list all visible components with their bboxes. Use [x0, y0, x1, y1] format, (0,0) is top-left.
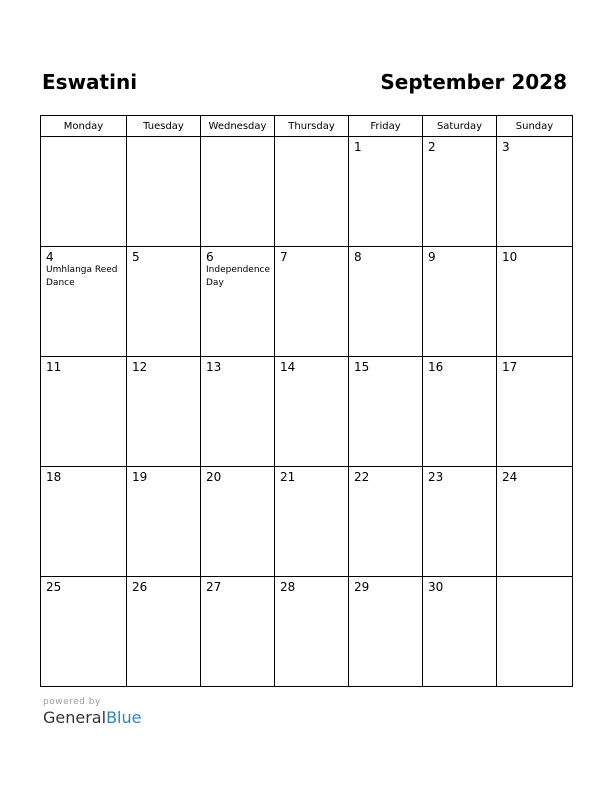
day-cell — [497, 467, 573, 577]
country-title: Eswatini — [42, 70, 138, 94]
day-cell-content — [201, 467, 274, 576]
day-number: 2 — [428, 140, 436, 154]
week-row — [41, 467, 573, 577]
weekday-thursday: Thursday — [275, 116, 349, 137]
day-number: 10 — [502, 250, 518, 264]
week-row — [41, 137, 573, 247]
day-cell — [201, 137, 275, 247]
day-number: 24 — [502, 470, 518, 484]
day-number: 20 — [206, 470, 222, 484]
day-number: 11 — [46, 360, 62, 374]
day-cell — [201, 247, 275, 357]
day-cell-content — [41, 577, 126, 686]
day-cell — [127, 357, 201, 467]
day-cell — [349, 577, 423, 687]
calendar-header — [42, 70, 567, 100]
holiday-label: Independence Day — [206, 265, 271, 288]
footer-branding — [43, 697, 141, 727]
day-cell — [41, 577, 127, 687]
day-number: 6 — [206, 250, 214, 264]
day-cell — [201, 467, 275, 577]
weekday-header-row — [41, 116, 573, 137]
week-row — [41, 357, 573, 467]
day-number: 27 — [206, 580, 222, 594]
day-number: 14 — [280, 360, 296, 374]
day-number: 5 — [132, 250, 140, 264]
day-cell-content — [349, 357, 422, 466]
month-year-title: September 2028 — [380, 70, 567, 94]
day-cell — [41, 247, 127, 357]
day-cell — [423, 247, 497, 357]
day-cell — [275, 357, 349, 467]
day-cell — [127, 467, 201, 577]
day-cell — [497, 577, 573, 687]
day-cell-content — [41, 467, 126, 576]
day-cell-content — [201, 357, 274, 466]
day-cell-content — [423, 137, 496, 246]
day-number: 4 — [46, 250, 54, 264]
day-number: 30 — [428, 580, 444, 594]
day-cell-content — [423, 247, 496, 356]
day-number: 16 — [428, 360, 444, 374]
day-number: 1 — [354, 140, 362, 154]
generalblue-logo — [43, 708, 141, 727]
day-cell-content — [275, 247, 348, 356]
day-cell-content — [275, 137, 348, 246]
day-number: 7 — [280, 250, 288, 264]
brand-general-text: General — [43, 708, 107, 727]
day-cell — [275, 137, 349, 247]
day-cell — [423, 137, 497, 247]
day-cell-content — [349, 137, 422, 246]
weekday-friday: Friday — [349, 116, 423, 137]
day-number: 19 — [132, 470, 148, 484]
day-cell — [127, 137, 201, 247]
day-cell-content — [127, 577, 200, 686]
day-cell-content — [41, 247, 126, 356]
day-cell-content — [201, 137, 274, 246]
calendar-grid — [40, 115, 573, 687]
day-number: 15 — [354, 360, 370, 374]
day-number: 21 — [280, 470, 296, 484]
day-cell — [497, 137, 573, 247]
day-cell — [201, 357, 275, 467]
day-number: 12 — [132, 360, 148, 374]
day-cell-content — [127, 137, 200, 246]
day-cell — [349, 357, 423, 467]
weekday-saturday: Saturday — [423, 116, 497, 137]
day-cell-content — [423, 467, 496, 576]
day-cell-content — [127, 357, 200, 466]
day-cell — [127, 247, 201, 357]
weekday-sunday: Sunday — [497, 116, 573, 137]
day-cell — [275, 467, 349, 577]
day-cell-content — [497, 247, 572, 356]
day-cell — [41, 357, 127, 467]
day-cell — [349, 247, 423, 357]
day-cell-content — [201, 577, 274, 686]
day-cell-content — [127, 247, 200, 356]
day-number: 8 — [354, 250, 362, 264]
day-cell-content — [275, 577, 348, 686]
day-number: 28 — [280, 580, 296, 594]
day-cell — [127, 577, 201, 687]
day-number: 3 — [502, 140, 510, 154]
day-number: 17 — [502, 360, 518, 374]
day-cell — [275, 247, 349, 357]
day-cell — [41, 137, 127, 247]
day-cell — [423, 577, 497, 687]
day-cell-content — [497, 577, 572, 686]
weekday-wednesday: Wednesday — [201, 116, 275, 137]
day-cell — [349, 137, 423, 247]
day-number: 22 — [354, 470, 370, 484]
day-cell — [275, 577, 349, 687]
brand-blue-text: Blue — [106, 708, 142, 727]
day-cell — [41, 467, 127, 577]
day-cell-content — [349, 577, 422, 686]
day-cell — [201, 577, 275, 687]
day-number: 26 — [132, 580, 148, 594]
powered-by-text: powered by — [43, 697, 101, 707]
day-cell-content — [275, 467, 348, 576]
day-cell-content — [423, 577, 496, 686]
weekday-tuesday: Tuesday — [127, 116, 201, 137]
day-cell — [423, 467, 497, 577]
day-cell — [497, 357, 573, 467]
day-cell-content — [41, 357, 126, 466]
day-number: 29 — [354, 580, 370, 594]
day-cell — [349, 467, 423, 577]
week-row — [41, 247, 573, 357]
holiday-label: Umhlanga Reed Dance — [46, 265, 118, 288]
day-cell-content — [497, 137, 572, 246]
day-number: 18 — [46, 470, 62, 484]
day-cell — [497, 247, 573, 357]
day-cell-content — [497, 357, 572, 466]
day-cell-content — [275, 357, 348, 466]
day-number: 23 — [428, 470, 444, 484]
day-cell-content — [41, 137, 126, 246]
week-row — [41, 577, 573, 687]
day-cell-content — [349, 247, 422, 356]
day-number: 9 — [428, 250, 436, 264]
day-number: 25 — [46, 580, 62, 594]
day-number: 13 — [206, 360, 222, 374]
weekday-monday: Monday — [41, 116, 127, 137]
day-cell — [423, 357, 497, 467]
day-cell-content — [127, 467, 200, 576]
day-cell-content — [423, 357, 496, 466]
day-cell-content — [349, 467, 422, 576]
day-cell-content — [201, 247, 274, 356]
day-cell-content — [497, 467, 572, 576]
